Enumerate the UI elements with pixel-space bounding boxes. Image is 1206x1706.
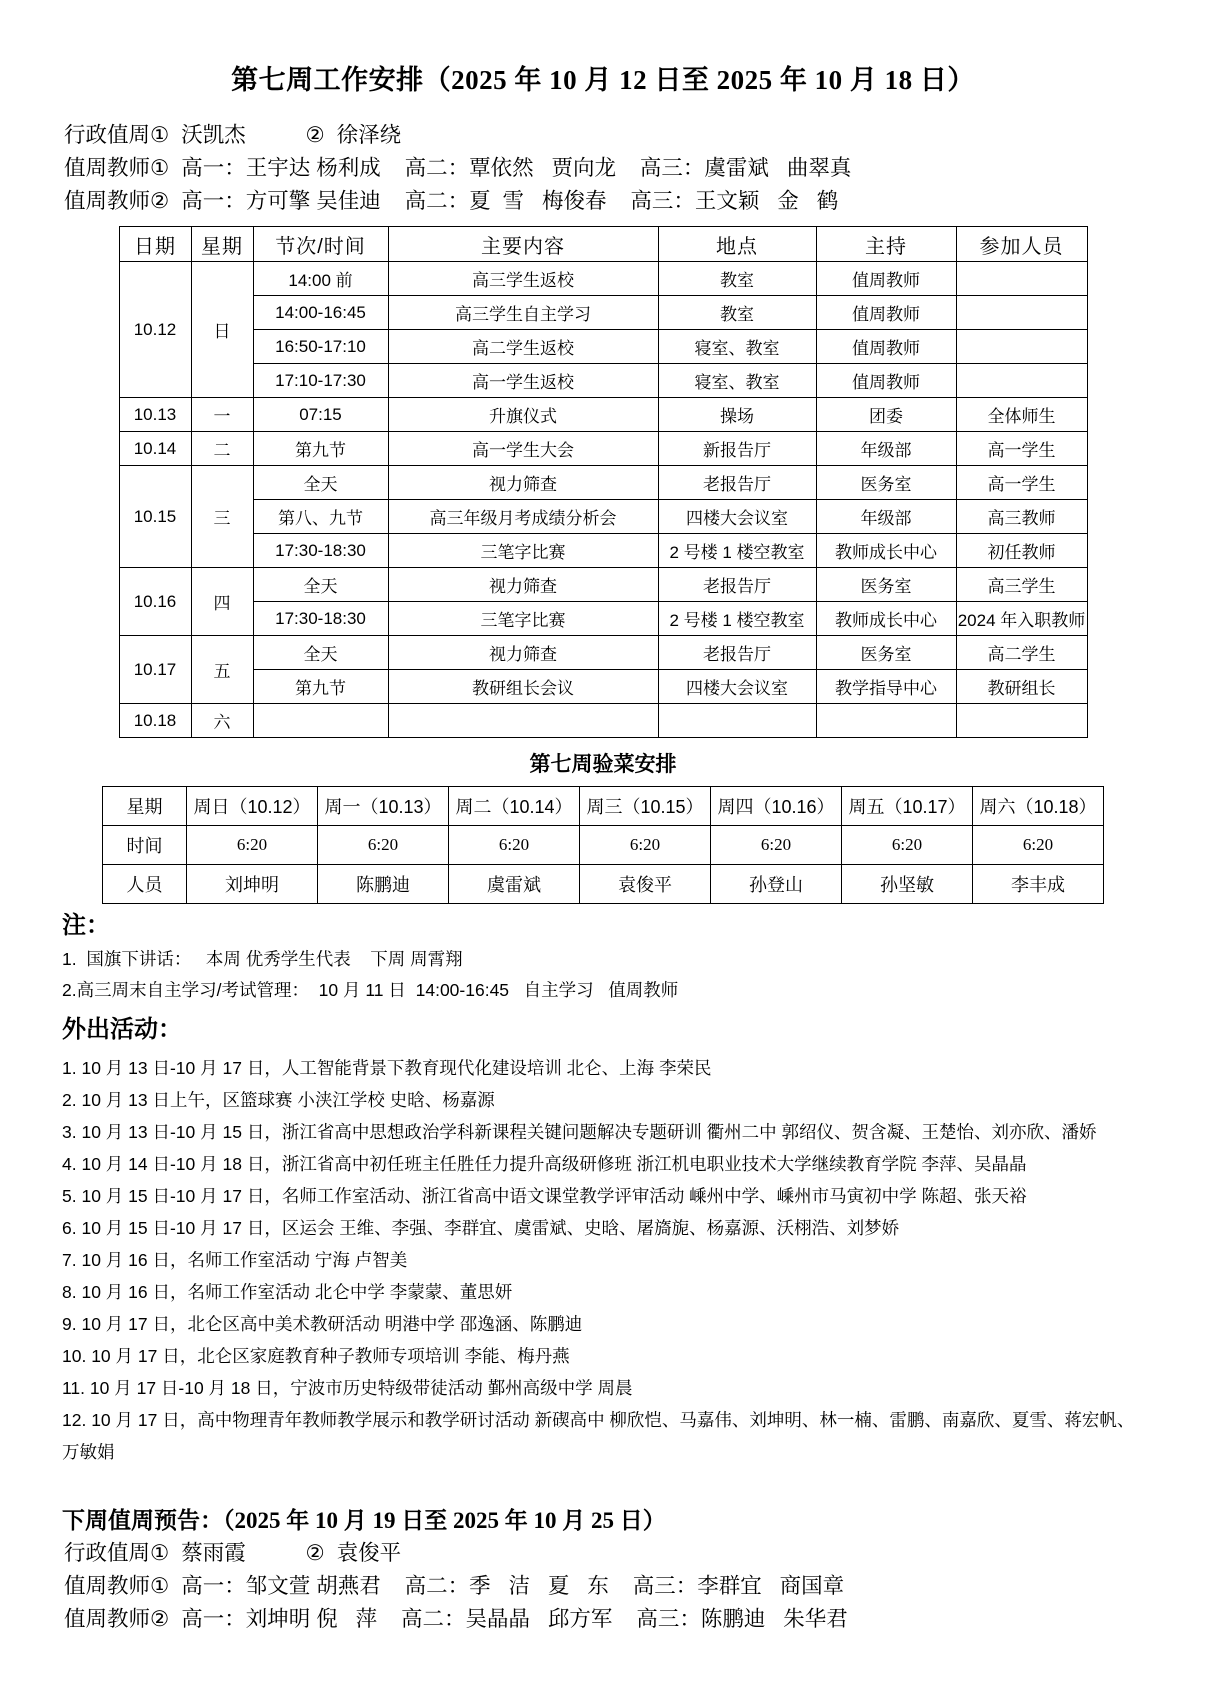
- col-header-participants: 参加人员: [956, 227, 1087, 262]
- cell-period: 16:50-17:10: [253, 330, 388, 364]
- table-row: [119, 636, 1087, 670]
- cell-period: 07:15: [253, 398, 388, 432]
- notes-label: 注：: [62, 912, 110, 939]
- cell-place: 四楼大会议室: [658, 500, 816, 534]
- cell-content: 高三学生返校: [388, 262, 658, 296]
- col-header-weekday: 星期: [191, 227, 253, 262]
- cell-participants: 2024 年入职教师: [956, 602, 1087, 636]
- outside-activity-item: 10. 10 月 17 日，北仑区家庭教育种子教师专项培训 李能、梅丹燕: [62, 1346, 570, 1366]
- cell-date: 10.12: [119, 262, 191, 398]
- cell-participants: [956, 704, 1087, 738]
- vegetable-inspection-table: [102, 786, 1104, 904]
- cell-period: [253, 704, 388, 738]
- veg-cell: 虞雷斌: [449, 865, 580, 904]
- cell-period: 17:30-18:30: [253, 534, 388, 568]
- table-row: [119, 466, 1087, 500]
- cell-content: 高一学生大会: [388, 432, 658, 466]
- cell-weekday: 六: [191, 704, 253, 738]
- cell-host: 值周教师: [816, 330, 956, 364]
- cell-place: 教室: [658, 296, 816, 330]
- outside-activity-item: 9. 10 月 17 日，北仑区高中美术教研活动 明港中学 邵逸涵、陈鹏迪: [62, 1314, 583, 1334]
- cell-place: 四楼大会议室: [658, 670, 816, 704]
- cell-place: 老报告厅: [658, 636, 816, 670]
- outside-activity-item: 7. 10 月 16 日，名师工作室活动 宁海 卢智美: [62, 1250, 408, 1270]
- cell-host: 值周教师: [816, 364, 956, 398]
- cell-period: 全天: [253, 636, 388, 670]
- outside-activity-item: 3. 10 月 13 日-10 月 15 日，浙江省高中思想政治学科新课程关键问题解决专题研训 衢州二中 郭绍仪、贺含凝、王楚怡、刘亦欣、潘娇: [62, 1122, 1097, 1142]
- cell-participants: 教研组长: [956, 670, 1087, 704]
- col-header-host: 主持: [816, 227, 956, 262]
- cell-weekday: 二: [191, 432, 253, 466]
- table-row: [119, 296, 1087, 330]
- cell-place: 操场: [658, 398, 816, 432]
- page-title: 第七周工作安排（2025 年 10 月 12 日至 2025 年 10 月 18 日）: [231, 65, 975, 95]
- veg-cell: 刘坤明: [187, 865, 318, 904]
- veg-cell: 6:20: [449, 826, 580, 865]
- veg-cell: 孙登山: [711, 865, 842, 904]
- cell-place: 寝室、教室: [658, 364, 816, 398]
- table-row: [119, 602, 1087, 636]
- next-week-title: 下周值周预告：（2025 年 10 月 19 日至 2025 年 10 月 25 日）: [62, 1508, 666, 1533]
- veg-row-time: [103, 826, 1104, 865]
- cell-date: 10.18: [119, 704, 191, 738]
- table-row: [119, 534, 1087, 568]
- cell-host: 教师成长中心: [816, 534, 956, 568]
- cell-participants: [956, 330, 1087, 364]
- table-row: [119, 500, 1087, 534]
- veg-cell: 周五（10.17）: [842, 787, 973, 826]
- cell-participants: 高二学生: [956, 636, 1087, 670]
- outside-activity-item: 6. 10 月 15 日-10 月 17 日，区运会 王维、李强、李群宜、虞雷斌、史晗、屠旖旎、杨嘉源、沃栩浩、刘梦娇: [62, 1218, 900, 1238]
- cell-host: 教师成长中心: [816, 602, 956, 636]
- cell-host: 教学指导中心: [816, 670, 956, 704]
- veg-cell: 周四（10.16）: [711, 787, 842, 826]
- cell-participants: 高一学生: [956, 432, 1087, 466]
- outside-activities-list: [62, 1052, 1146, 1468]
- cell-participants: 全体师生: [956, 398, 1087, 432]
- outside-activity-item: 5. 10 月 15 日-10 月 17 日，名师工作室活动、浙江省高中语文课堂教学评审活动 嵊州中学、嵊州市马寅初中学 陈超、张天裕: [62, 1186, 1027, 1206]
- table-row: [119, 670, 1087, 704]
- cell-host: 医务室: [816, 466, 956, 500]
- cell-weekday: 三: [191, 466, 253, 568]
- veg-row-person: [103, 865, 1104, 904]
- table-row: [119, 364, 1087, 398]
- veg-row-label: 时间: [103, 826, 187, 865]
- admin-duty-line: 行政值周① 沃凯杰 ② 徐泽绕: [64, 123, 402, 147]
- outside-activity-item: 1. 10 月 13 日-10 月 17 日，人工智能背景下教育现代化建设培训 北仑、上海 李荣民: [62, 1058, 712, 1078]
- cell-weekday: 四: [191, 568, 253, 636]
- cell-participants: [956, 262, 1087, 296]
- cell-date: 10.14: [119, 432, 191, 466]
- cell-content: 高一学生返校: [388, 364, 658, 398]
- cell-host: 团委: [816, 398, 956, 432]
- outside-activities-label: 外出活动：: [62, 1016, 182, 1043]
- cell-place: 老报告厅: [658, 466, 816, 500]
- veg-cell: 李丰成: [973, 865, 1104, 904]
- cell-period: 全天: [253, 466, 388, 500]
- duty-teacher-line-2: 值周教师② 高一：方可擎 吴佳迪 高二：夏 雪 梅俊春 高三：王文颖 金 鹤: [64, 189, 839, 213]
- veg-cell: 孙坚敏: [842, 865, 973, 904]
- table-row: [119, 704, 1087, 738]
- next-duty-teacher-line-1: 值周教师① 高一：邹文萱 胡燕君 高二：季 洁 夏 东 高三：李群宜 商国章: [64, 1574, 845, 1598]
- next-duty-teacher-line-2: 值周教师② 高一：刘坤明 倪 萍 高二：吴晶晶 邱方军 高三：陈鹏迪 朱华君: [64, 1607, 848, 1631]
- veg-row-label: 星期: [103, 787, 187, 826]
- veg-table-body: [103, 787, 1104, 904]
- table-row: [119, 330, 1087, 364]
- cell-host: 值周教师: [816, 296, 956, 330]
- cell-host: [816, 704, 956, 738]
- cell-place: [658, 704, 816, 738]
- cell-period: 17:30-18:30: [253, 602, 388, 636]
- cell-content: 高三年级月考成绩分析会: [388, 500, 658, 534]
- veg-cell: 周二（10.14）: [449, 787, 580, 826]
- col-header-place: 地点: [658, 227, 816, 262]
- cell-date: 10.13: [119, 398, 191, 432]
- veg-cell: 周三（10.15）: [580, 787, 711, 826]
- cell-host: 年级部: [816, 432, 956, 466]
- veg-cell: 周六（10.18）: [973, 787, 1104, 826]
- schedule-table-body: [119, 262, 1087, 738]
- cell-date: 10.17: [119, 636, 191, 704]
- outside-activity-item: 12. 10 月 17 日，高中物理青年教师教学展示和教学研讨活动 新碶高中 柳欣恺、马嘉伟、刘坤明、林一楠、雷鹏、南嘉欣、夏雪、蒋宏帆、万敏娟: [62, 1410, 1135, 1462]
- cell-period: 14:00-16:45: [253, 296, 388, 330]
- col-header-period: 节次/时间: [253, 227, 388, 262]
- duty-teacher-line-1: 值周教师① 高一：王宇达 杨利成 高二：覃依然 贾向龙 高三：虞雷斌 曲翠真: [64, 156, 852, 180]
- veg-row-weekday: [103, 787, 1104, 826]
- cell-content: 教研组长会议: [388, 670, 658, 704]
- veg-cell: 袁俊平: [580, 865, 711, 904]
- cell-place: 老报告厅: [658, 568, 816, 602]
- outside-activity-item: 8. 10 月 16 日，名师工作室活动 北仑中学 李蒙蒙、董思妍: [62, 1282, 513, 1302]
- veg-row-label: 人员: [103, 865, 187, 904]
- cell-participants: 高一学生: [956, 466, 1087, 500]
- document-page: [0, 58, 1206, 1636]
- notes-section: [62, 908, 1206, 1006]
- cell-period: 14:00 前: [253, 262, 388, 296]
- note-item: 1. 国旗下讲话： 本周 优秀学生代表 下周 周霄翔: [62, 949, 463, 969]
- col-header-content: 主要内容: [388, 227, 658, 262]
- cell-content: 视力筛查: [388, 466, 658, 500]
- cell-content: 高三学生自主学习: [388, 296, 658, 330]
- cell-content: 升旗仪式: [388, 398, 658, 432]
- cell-weekday: 五: [191, 636, 253, 704]
- cell-weekday: 日: [191, 262, 253, 398]
- cell-participants: [956, 296, 1087, 330]
- cell-participants: [956, 364, 1087, 398]
- outside-activity-item: 4. 10 月 14 日-10 月 18 日，浙江省高中初任班主任胜任力提升高级研修班 浙江机电职业技术大学继续教育学院 李萍、吴晶晶: [62, 1154, 1027, 1174]
- table-row: [119, 262, 1087, 296]
- cell-place: 新报告厅: [658, 432, 816, 466]
- veg-cell: 6:20: [711, 826, 842, 865]
- veg-cell: 6:20: [580, 826, 711, 865]
- table-header-row: [119, 227, 1087, 262]
- veg-cell: 6:20: [842, 826, 973, 865]
- cell-period: 第八、九节: [253, 500, 388, 534]
- cell-period: 全天: [253, 568, 388, 602]
- cell-participants: 高三学生: [956, 568, 1087, 602]
- cell-content: [388, 704, 658, 738]
- cell-period: 第九节: [253, 432, 388, 466]
- cell-host: 医务室: [816, 636, 956, 670]
- veg-cell: 周日（10.12）: [187, 787, 318, 826]
- veg-cell: 6:20: [187, 826, 318, 865]
- cell-host: 值周教师: [816, 262, 956, 296]
- cell-host: 年级部: [816, 500, 956, 534]
- cell-participants: 高三教师: [956, 500, 1087, 534]
- cell-content: 三笔字比赛: [388, 534, 658, 568]
- cell-host: 医务室: [816, 568, 956, 602]
- veg-cell: 6:20: [973, 826, 1104, 865]
- weekly-schedule-table: [119, 226, 1088, 738]
- cell-period: 第九节: [253, 670, 388, 704]
- outside-activity-item: 11. 10 月 17 日-10 月 18 日，宁波市历史特级带徒活动 鄞州高级中学 周晨: [62, 1378, 633, 1398]
- cell-place: 2 号楼 1 楼空教室: [658, 534, 816, 568]
- veg-cell: 陈鹏迪: [318, 865, 449, 904]
- outside-activity-item: 2. 10 月 13 日上午，区篮球赛 小浃江学校 史晗、杨嘉源: [62, 1090, 495, 1110]
- cell-period: 17:10-17:30: [253, 364, 388, 398]
- cell-weekday: 一: [191, 398, 253, 432]
- cell-place: 教室: [658, 262, 816, 296]
- cell-participants: 初任教师: [956, 534, 1087, 568]
- veg-table-title: 第七周验菜安排: [529, 753, 677, 776]
- cell-date: 10.15: [119, 466, 191, 568]
- cell-content: 高二学生返校: [388, 330, 658, 364]
- col-header-date: 日期: [119, 227, 191, 262]
- cell-content: 三笔字比赛: [388, 602, 658, 636]
- table-row: [119, 398, 1087, 432]
- table-row: [119, 568, 1087, 602]
- table-row: [119, 432, 1087, 466]
- cell-content: 视力筛查: [388, 636, 658, 670]
- notes-list: [62, 944, 1206, 1006]
- next-week-block: [64, 1537, 1206, 1636]
- cell-place: 2 号楼 1 楼空教室: [658, 602, 816, 636]
- note-item: 2.高三周末自主学习/考试管理： 10 月 11 日 14:00-16:45 自主学习 值周教师: [62, 980, 679, 1000]
- veg-cell: 周一（10.13）: [318, 787, 449, 826]
- cell-content: 视力筛查: [388, 568, 658, 602]
- cell-place: 寝室、教室: [658, 330, 816, 364]
- cell-date: 10.16: [119, 568, 191, 636]
- duty-header-block: [64, 119, 1206, 218]
- next-admin-duty-line: 行政值周① 蔡雨霞 ② 袁俊平: [64, 1541, 402, 1565]
- veg-cell: 6:20: [318, 826, 449, 865]
